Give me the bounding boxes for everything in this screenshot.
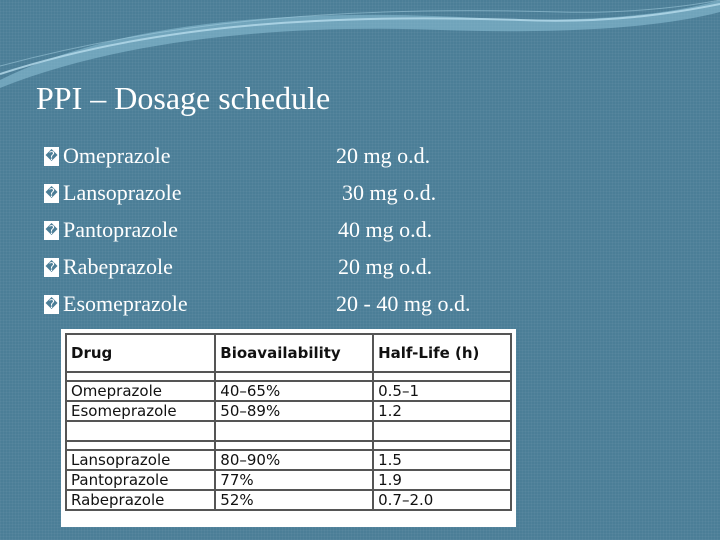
- drug-dose: 20 - 40 mg o.d.: [336, 291, 471, 316]
- table-cell: 1.2: [373, 401, 511, 421]
- table-header-row: [66, 334, 511, 372]
- drug-name: Pantoprazole: [63, 217, 178, 242]
- table-cell: 50–89%: [215, 401, 373, 421]
- dosage-list: [44, 140, 524, 325]
- bullet-icon: �: [44, 147, 59, 166]
- table-cell: 1.9: [373, 470, 511, 490]
- drug-dose: 20 mg o.d.: [338, 254, 433, 279]
- drug-name: Rabeprazole: [63, 254, 173, 279]
- column-header-bioavailability: Bioavailability: [215, 334, 373, 372]
- table-spacer-row: [66, 372, 511, 381]
- bullet-icon: �: [44, 221, 59, 240]
- drug-dose: 20 mg o.d.: [336, 143, 431, 168]
- table-cell: 40–65%: [215, 381, 373, 401]
- table-cell: Esomeprazole: [66, 401, 215, 421]
- table-row: [66, 381, 511, 401]
- table-row: [66, 490, 511, 510]
- list-item: [44, 251, 524, 288]
- table-cell: [66, 421, 215, 441]
- table-cell: [373, 421, 511, 441]
- table-row: [66, 470, 511, 490]
- table-cell: [215, 421, 373, 441]
- slide-title: PPI – Dosage schedule: [36, 80, 331, 116]
- table-cell: 0.5–1: [373, 381, 511, 401]
- table-cell: 80–90%: [215, 450, 373, 470]
- bullet-icon: �: [44, 184, 59, 203]
- table-cell: 1.5: [373, 450, 511, 470]
- drug-dose: 40 mg o.d.: [338, 217, 433, 242]
- bullet-icon: �: [44, 258, 59, 277]
- drug-dose: 30 mg o.d.: [342, 180, 437, 205]
- table-cell: Lansoprazole: [66, 450, 215, 470]
- list-item: [44, 177, 524, 214]
- table-cell: Rabeprazole: [66, 490, 215, 510]
- table-cell: 77%: [215, 470, 373, 490]
- column-header-drug: Drug: [66, 334, 215, 372]
- drug-name: Lansoprazole: [63, 180, 182, 205]
- pharmacokinetics-table: [65, 333, 512, 511]
- table-cell: Pantoprazole: [66, 470, 215, 490]
- table-row: [66, 450, 511, 470]
- list-item: [44, 214, 524, 251]
- bullet-icon: �: [44, 295, 59, 314]
- table-row: [66, 421, 511, 441]
- column-header-half-life: Half-Life (h): [373, 334, 511, 372]
- list-item: [44, 288, 524, 325]
- table-spacer-row: [66, 441, 511, 450]
- drug-name: Esomeprazole: [63, 291, 188, 316]
- list-item: [44, 140, 524, 177]
- drug-name: Omeprazole: [63, 143, 171, 168]
- table-cell: 52%: [215, 490, 373, 510]
- pharmacokinetics-table-image: [61, 329, 516, 527]
- table-cell: 0.7–2.0: [373, 490, 511, 510]
- table-cell: Omeprazole: [66, 381, 215, 401]
- table-row: [66, 401, 511, 421]
